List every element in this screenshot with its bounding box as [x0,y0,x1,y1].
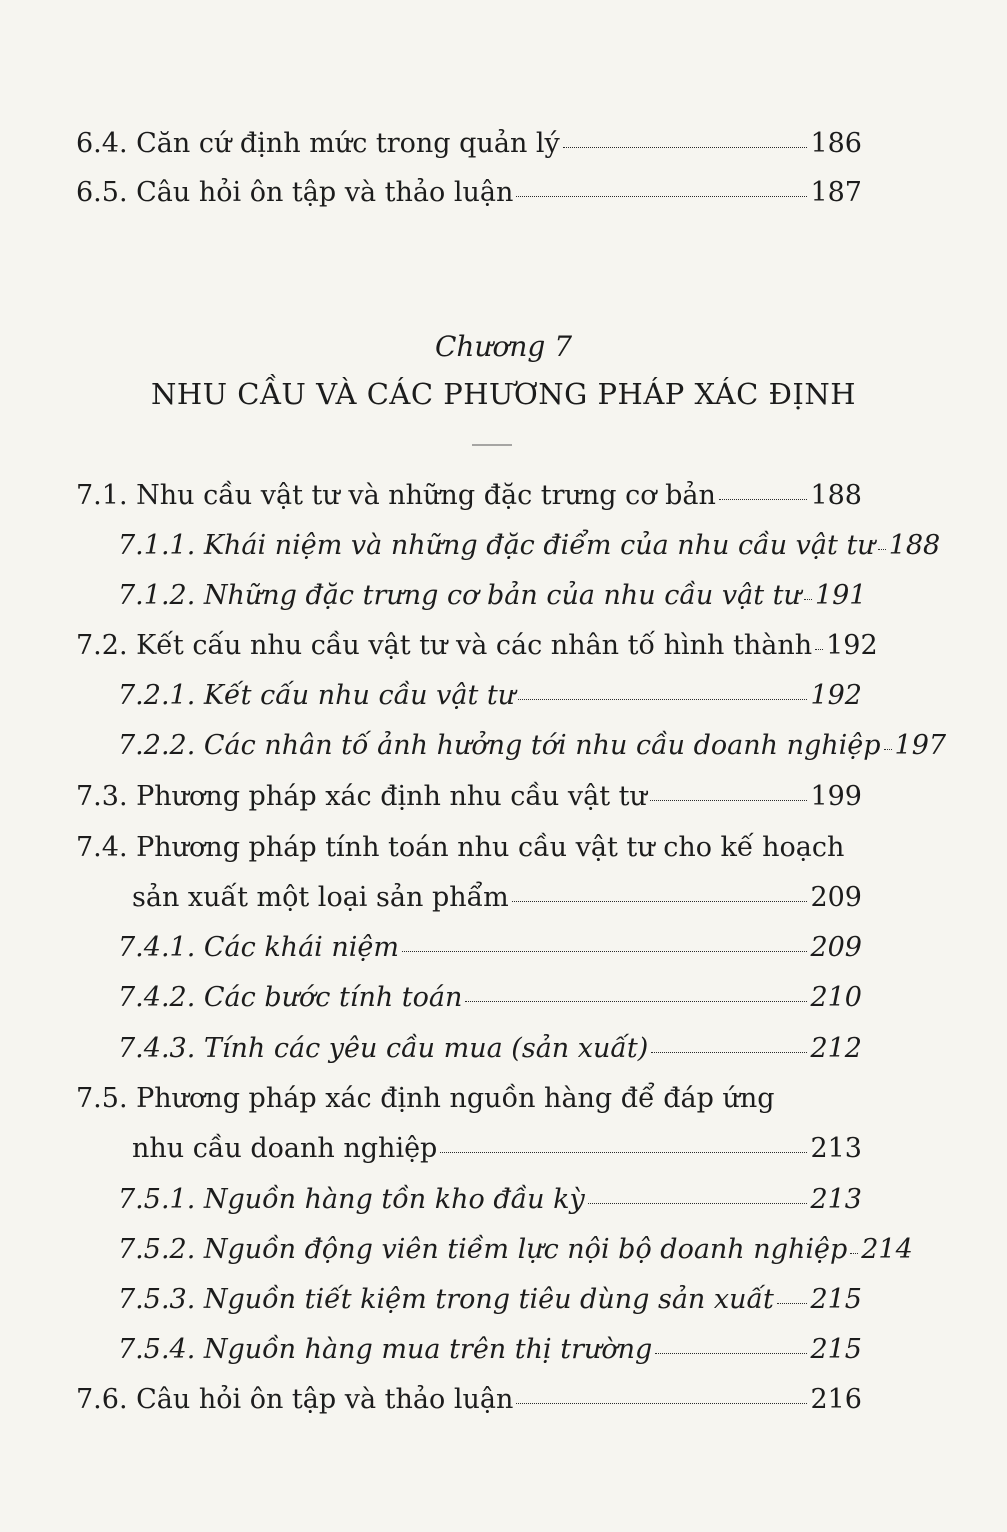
toc-entry-7-5-3[interactable] [118,1282,862,1318]
leader-dots [465,1001,807,1002]
toc-entry-7-4-3[interactable] [118,1031,862,1067]
leader-dots [402,951,807,952]
chapter-label: Chương 7 [434,330,573,363]
leader-dots [777,1303,808,1304]
leader-dots [588,1203,808,1204]
divider [472,444,512,446]
toc-entry-label: 6.4. Căn cứ định mức trong quản lý [76,128,560,159]
toc-entry-7-2-1[interactable] [118,678,862,714]
toc-entry-page: 187 [810,177,862,208]
toc-entry-page: 213 [810,1133,862,1164]
toc-entry-7-1-1[interactable] [118,528,941,564]
toc-entry-page: 212 [810,1033,862,1064]
toc-entry-page: 197 [894,730,947,761]
toc-entry-page: 209 [810,882,862,913]
toc-entry-page: 192 [810,680,862,711]
toc-entry-label: 7.2.1. Kết cấu nhu cầu vật tư [118,680,516,711]
toc-entry-7-1[interactable] [76,478,862,514]
toc-entry-page: 191 [814,580,867,611]
toc-entry-page: 192 [826,630,878,661]
toc-entry-page: 210 [810,982,862,1013]
toc-entry-page: 186 [810,128,862,159]
toc-entry-page: 213 [810,1184,862,1215]
toc-entry-label: 7.6. Câu hỏi ôn tập và thảo luận [76,1384,514,1415]
leader-dots [516,1403,807,1404]
toc-entry-7-2-2[interactable] [118,728,947,764]
toc-entry-7-1-2[interactable] [118,578,867,614]
toc-entry-label: 7.1. Nhu cầu vật tư và những đặc trưng cơ bản [76,480,716,511]
leader-dots [516,196,807,197]
toc-entry-label: 7.4.2. Các bước tính toán [118,982,463,1013]
toc-entry-7-4-1[interactable] [118,930,862,966]
leader-dots [878,549,886,550]
toc-entry-6-5[interactable] [76,175,862,211]
toc-entry-page: 188 [888,530,941,561]
toc-entry-label: 7.2.2. Các nhân tố ảnh hưởng tới nhu cầu doanh nghiệp [118,730,881,761]
toc-entry-page: 188 [810,480,862,511]
toc-entry-page: 209 [810,932,862,963]
toc-entry-7-5-1[interactable] [118,1182,862,1218]
toc-entry-7-3[interactable] [76,779,862,815]
toc-entry-page: 199 [810,781,862,812]
toc-entry-label-continued: sản xuất một loại sản phẩm [132,882,509,913]
toc-entry-7-4-2[interactable] [118,980,862,1016]
leader-dots [512,901,808,902]
toc-entry-7-4[interactable] [132,880,862,916]
leader-dots [518,699,807,700]
leader-dots [651,1052,807,1053]
toc-entry-label: 7.1.2. Những đặc trưng cơ bản của nhu cầu vật tư [118,580,801,611]
toc-entry-label: 7.4.3. Tính các yêu cầu mua (sản xuất) [118,1033,649,1064]
leader-dots [850,1253,858,1254]
leader-dots [719,499,808,500]
toc-entry-label: 7.4.1. Các khái niệm [118,932,399,963]
leader-dots [440,1152,807,1153]
toc-entry-label: 6.5. Câu hỏi ôn tập và thảo luận [76,177,514,208]
toc-entry-6-4[interactable] [76,126,862,162]
toc-entry-page: 215 [810,1284,862,1315]
toc-entry-7-4-line1[interactable] [76,830,862,866]
leader-dots [815,649,823,650]
toc-entry-label: 7.5.1. Nguồn hàng tồn kho đầu kỳ [118,1184,585,1215]
leader-dots [884,749,892,750]
chapter-title: NHU CẦU VÀ CÁC PHƯƠNG PHÁP XÁC ĐỊNH [150,377,857,411]
toc-entry-page: 216 [810,1384,862,1415]
toc-entry-7-5[interactable] [132,1131,862,1167]
toc-entry-label: 7.5. Phương pháp xác định nguồn hàng để đáp ứng [76,1083,775,1114]
toc-entry-label: 7.3. Phương pháp xác định nhu cầu vật tư [76,781,647,812]
toc-entry-page: 215 [810,1334,862,1365]
leader-dots [655,1353,807,1354]
toc-entry-label-continued: nhu cầu doanh nghiệp [132,1133,438,1164]
toc-entry-7-5-4[interactable] [118,1332,862,1368]
toc-entry-page: 214 [861,1234,913,1265]
toc-entry-label: 7.4. Phương pháp tính toán nhu cầu vật tư cho kế hoạch [76,832,845,863]
leader-dots [563,147,808,148]
leader-dots [650,800,808,801]
toc-entry-7-6[interactable] [76,1382,862,1418]
toc-entry-label: 7.5.4. Nguồn hàng mua trên thị trường [118,1334,653,1365]
toc-entry-7-5-line1[interactable] [76,1081,862,1117]
toc-entry-label: 7.1.1. Khái niệm và những đặc điểm của nhu cầu vật tư [118,530,875,561]
leader-dots [804,599,812,600]
toc-entry-label: 7.5.2. Nguồn động viên tiềm lực nội bộ doanh nghiệp [118,1234,848,1265]
toc-entry-label: 7.5.3. Nguồn tiết kiệm trong tiêu dùng sản xuất [118,1284,774,1315]
toc-entry-7-2[interactable] [76,628,878,664]
toc-entry-label: 7.2. Kết cấu nhu cầu vật tư và các nhân tố hình thành [76,630,813,661]
toc-entry-7-5-2[interactable] [118,1232,913,1268]
